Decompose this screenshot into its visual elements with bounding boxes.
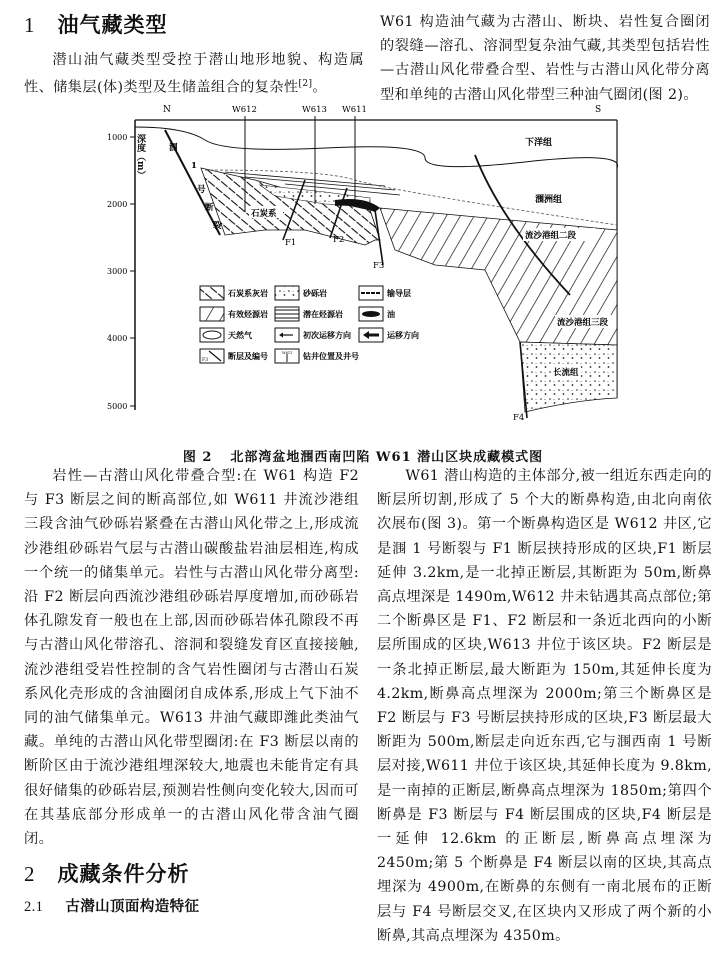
column-right-top <box>380 10 710 107</box>
figure-2-diagram <box>107 100 625 430</box>
well-label-w613: W613 <box>302 105 327 115</box>
south-label: S <box>595 105 602 115</box>
fault-label-f4: F4 <box>513 413 525 423</box>
fault-label-f2: F2 <box>333 235 345 245</box>
legend-label: 砂砾岩 <box>303 288 327 298</box>
section-1-paragraph-3: 岩性—古潜山风化带叠合型:在 W61 构造 F2 与 F3 断层之间的断高部位,如 W611 井流沙港组三段含油气砂砾岩紧叠在古潜山风化带之上,形成流沙港组砂砾岩气层与古潜山碳酸盐岩油层相连,构成一个统一的储集单元。岩性与古潜山风化带分离型:沿 F2 断层向西流沙港组砂砾岩厚度增加,而砂砾岩体孔隙发育一般也在上部,因而砂砾岩体孔隙段不再与古潜山风化带溶孔、溶洞和裂缝发育区直接接触,流沙港组受岩性控制的含气岩性圈闭与古潜山石炭系风化壳形成的含油圈闭自成体系,形成上气下油不同的油气储集单元。W613 井油气藏即潍此类油气藏。单纯的古潜山风化带型圈闭:在 F3 断层以南的断阶区由于流沙港组埋深较大,地震也未能肯定有具很好储集的砂砾岩层,预测岩性侧向变化较大,因而可在其基底部分形成单一的古潜山风化带含油气圈闭。 <box>24 468 359 848</box>
figure-2 <box>107 100 625 430</box>
main-fault-char: 断 <box>205 203 214 213</box>
section-2-number: 2 <box>24 862 36 887</box>
legend-fault-sample: F3 <box>202 358 208 363</box>
section-2-1-heading <box>24 895 359 919</box>
legend-label: 石炭系灰岩 <box>228 288 268 298</box>
legend-item-effective-source-rock <box>200 307 268 321</box>
section-2-1-paragraph: W61 潜山构造的主体部分,被一组近东西走向的断层所切割,形成了 5 个大的断鼻构造,由北向南依次展布(图 3)。第一个断鼻构造区是 W612 井区,它是涠 1 号断裂与 F1 断层挟持形成的区块,F1 断层延伸 3.2km,是一北掉正断层,其断距为 50m,断鼻高点埋深是 1490m,W612 井未钻遇其高点部位;第二个断鼻区是 F1、F2 断层和一条近北西向的小断层所围成的区块,W613 井位于该区块。F2 断层是一条北掉正断层,最大断距为 150m,其延伸长度为 4.2km,断鼻高点埋深为 2000m;第三个断鼻区是 F2 断层与 F3 号断层挟持形成的区块,F3 断层最大断距为 500m,断层走向近东西,它与涠西南 1 号断层对接,W611 井位于该区块,其延伸长度为 9.8km,是一南掉的正断层,断鼻高点埋深为 1850m;第四个断鼻是 F3 断层与 F4 断层围成的区块,F4 断层是一延伸 12.6km 的正断层,断鼻高点埋深为 2450m;第 5 个断鼻是 F4 断层以南的区块,其高点埋深为 4900m,在断鼻的东侧有一南北展布的正断层与 F4 号断层交叉,在区块内又形成了两个新的小断鼻,其高点埋深为 4350m。 <box>377 468 712 944</box>
legend-item-conglomerate <box>275 286 327 300</box>
y-axis-ticks <box>107 133 135 411</box>
legend-label: 天然气 <box>228 330 252 340</box>
legend-label: 初次运移方向 <box>303 330 351 340</box>
y-axis-label: 深度（m） <box>135 134 145 180</box>
y-tick-2000: 2000 <box>107 200 128 209</box>
legend-label: 钻井位置及井号 <box>303 351 359 361</box>
figure-caption-text: 北部湾盆地涠西南凹陷 W61 潜山区块成藏模式图 <box>230 450 544 465</box>
main-fault-char: 号 <box>197 185 206 195</box>
y-tick-4000: 4000 <box>107 334 128 343</box>
main-fault-char: 裂 <box>213 221 222 231</box>
well-label-w612: W612 <box>232 105 257 115</box>
section-1-number: 1 <box>24 13 36 37</box>
fault-label-f3: F3 <box>373 261 385 271</box>
legend <box>200 286 419 363</box>
legend-item-migration <box>359 328 419 342</box>
formation-xiayang: 下洋组 <box>525 138 553 148</box>
legend-label: 油 <box>387 309 395 319</box>
north-label: N <box>163 105 171 115</box>
section-1-paragraph-1 <box>24 48 364 100</box>
main-fault-char: 涠 <box>169 143 178 153</box>
legend-label: 有效烃源岩 <box>228 309 268 319</box>
y-tick-3000: 3000 <box>107 267 128 276</box>
section-1-paragraph-2: W61 构造油气藏为古潜山、断块、岩性复合圈闭的裂缝—溶孔、溶洞型复杂油气藏,其类型包括岩性—古潜山风化带叠合型、岩性与古潜山风化带分离型和单纯的古潜山风化带型三种油气圈闭(图 2)。 <box>380 14 710 103</box>
citation-ref: [2] <box>298 79 313 90</box>
legend-item-primary-migration <box>275 328 351 342</box>
legend-item-gas <box>200 328 253 342</box>
figure-number: 图 2 <box>182 450 213 465</box>
column-left-top <box>24 0 364 100</box>
section-2-1-number: 2.1 <box>24 899 44 916</box>
main-fault-char: 1 <box>191 161 197 171</box>
carboniferous-limestone-block <box>201 168 380 245</box>
paragraph-end: 。 <box>312 79 327 96</box>
formation-weizhou: 涠洲组 <box>535 195 563 205</box>
fault-label-f1: F1 <box>285 238 297 248</box>
legend-item-potential-source-rock <box>275 307 343 321</box>
formation-liusha-3: 流沙港组三段 <box>557 318 609 328</box>
y-tick-5000: 5000 <box>107 402 128 411</box>
y-tick-1000: 1000 <box>107 133 128 142</box>
legend-item-limestone <box>200 286 268 300</box>
formation-changliu: 长流组 <box>553 368 579 378</box>
section-2-heading <box>24 859 359 889</box>
legend-item-fault <box>200 349 268 363</box>
section-1-title: 油气藏类型 <box>57 13 168 37</box>
section-1-heading <box>24 10 364 40</box>
legend-item-oil <box>359 307 395 321</box>
legend-label: 输导层 <box>387 288 411 298</box>
formation-liusha-2: 流沙港组二段 <box>525 231 577 241</box>
legend-label: 断层及编号 <box>228 351 268 361</box>
legend-well-sample: W611 <box>282 351 293 355</box>
paragraph-text: 潜山油气藏类型受控于潜山地形地貌、构造属性、储集层(体)类型及生储盖组合的复杂性 <box>24 52 364 96</box>
section-2-title: 成藏条件分析 <box>57 862 190 887</box>
bottom-two-column-text <box>24 464 712 954</box>
legend-item-carrier-bed <box>359 286 411 300</box>
legend-label: 潜在烃源岩 <box>303 309 343 319</box>
well-label-w611: W611 <box>342 105 367 115</box>
legend-item-well <box>275 349 359 363</box>
figure-2-caption <box>0 446 726 465</box>
section-2-1-title: 古潜山顶面构造特征 <box>65 899 200 916</box>
legend-label: 运移方向 <box>387 330 419 340</box>
formation-carboniferous: 石炭系 <box>251 209 277 219</box>
